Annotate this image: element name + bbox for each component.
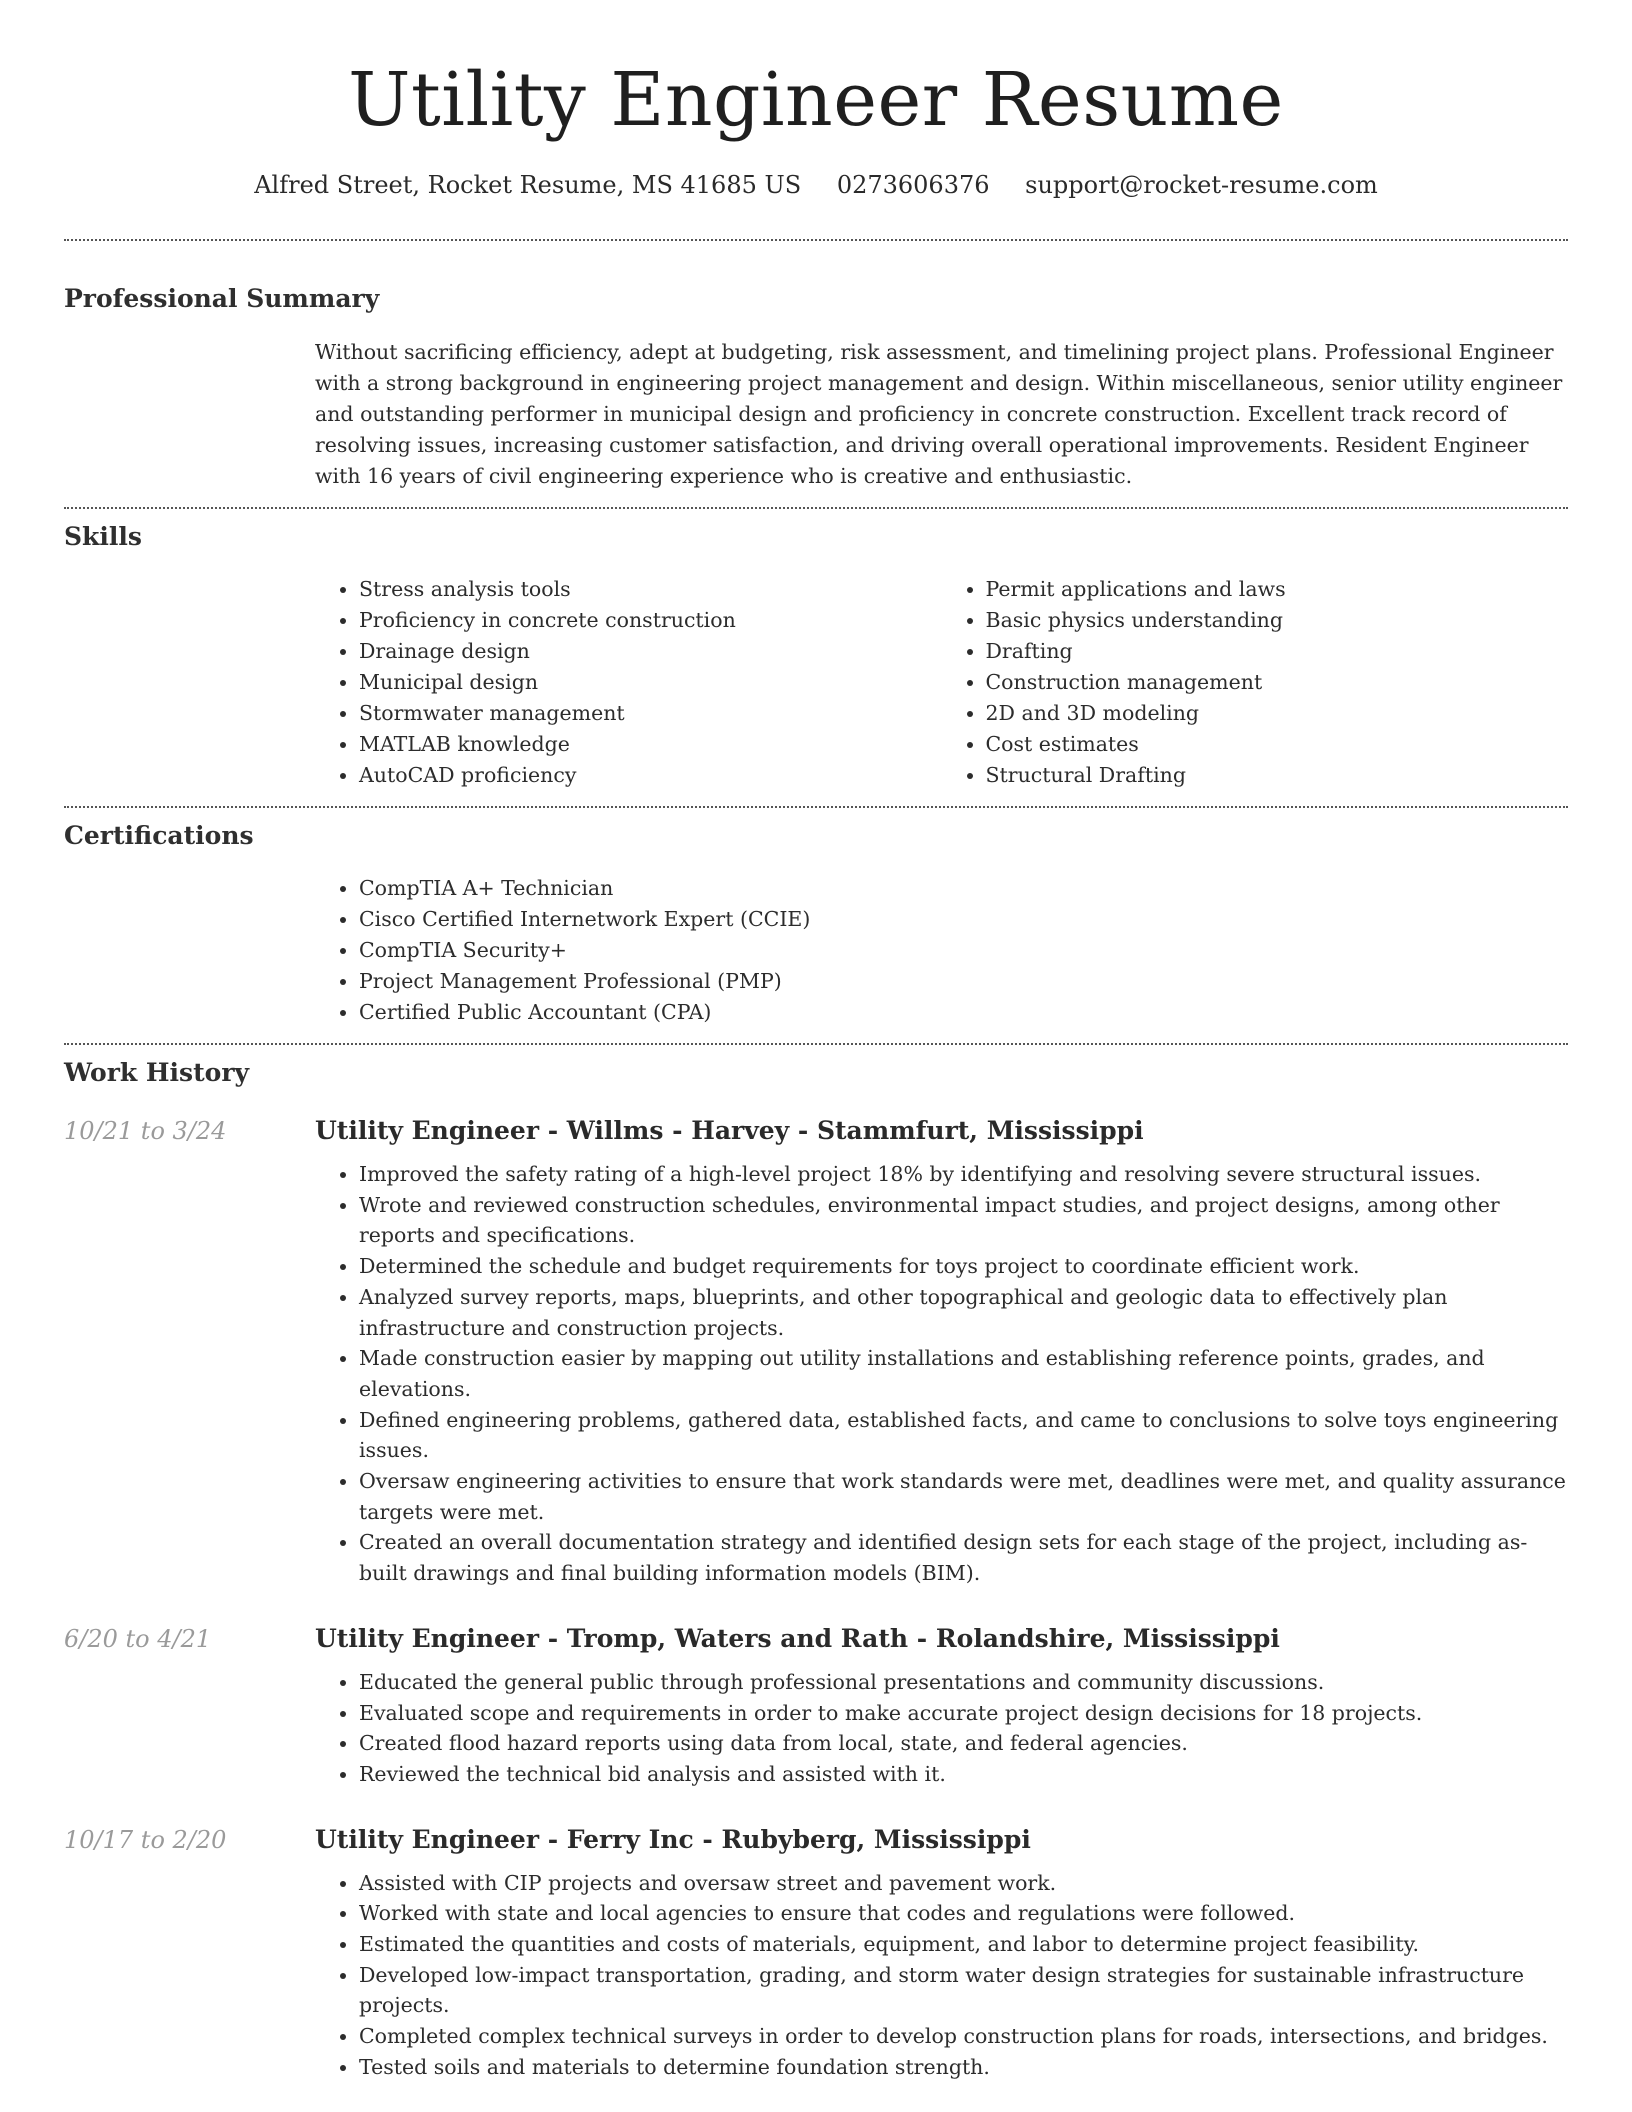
skill-item: • Proficiency in concrete construction [359,605,942,636]
job-bullet: • Reviewed the technical bid analysis and assisted with it. [359,1759,1568,1790]
skill-item: • Construction management [986,667,1569,698]
work-history-heading: Work History [64,1058,250,1087]
skill-item: • Drainage design [359,636,942,667]
job-bullet: • Developed low-impact transportation, grading, and storm water design strategies for sustainable infrastructure projects. [359,1960,1568,2021]
skills-list-right [942,574,1569,791]
job-dates: 6/20 to 4/21 [64,1624,212,1653]
summary-text: Without sacrificing efficiency, adept at budgeting, risk assessment, and timelining project plans. Professional Engineer with a strong background in engineering project management and design. Within miscellaneous, senior utility engineer and outstanding performer in municipal design and proficiency in concrete construction. Excellent track record of resolving issues, increasing customer satisfaction, and driving overall operational improvements. Resident Engineer with 16 years of civil engineering experience who is creative and enthusiastic. [315,340,1563,488]
job-bullet: • Oversaw engineering activities to ensure that work standards were met, deadlines were met, and quality assurance targets were met. [359,1466,1568,1527]
contact-address: Alfred Street, Rocket Resume, MS 41685 US [254,171,802,199]
job-bullet: • Analyzed survey reports, maps, blueprints, and other topographical and geologic data to effectively plan infrastructure and construction projects. [359,1282,1568,1343]
job-entry [64,1823,1568,2083]
certifications-section [64,819,1568,1028]
skill-item: • MATLAB knowledge [359,729,942,760]
job-bullet: • Assisted with CIP projects and oversaw street and pavement work. [359,1868,1568,1899]
job-bullet: • Evaluated scope and requirements in order to make accurate project design decisions for 18 projects. [359,1698,1568,1729]
certifications-list [315,873,1568,1028]
certifications-content [315,873,1568,1028]
job-bullet: • Improved the safety rating of a high-level project 18% by identifying and resolving severe structural issues. [359,1159,1568,1190]
certification-item: • CompTIA Security+ [359,935,1568,966]
job-bullet: • Completed complex technical surveys in order to develop construction plans for roads, intersections, and bridges. [359,2021,1568,2052]
certification-item: • Certified Public Accountant (CPA) [359,997,1568,1028]
job-bullet: • Tested soils and materials to determine foundation strength. [359,2052,1568,2083]
skill-item: • Stormwater management [359,698,942,729]
certifications-heading: Certifications [64,821,254,850]
job-bullet: • Worked with state and local agencies to ensure that codes and regulations were followed. [359,1898,1568,1929]
contact-email: support@rocket-resume.com [1025,171,1378,199]
certification-item: • Cisco Certified Internetwork Expert (CCIE) [359,904,1568,935]
skills-heading: Skills [64,522,142,551]
job-body [315,1622,1568,1790]
summary-content [315,337,1568,492]
certification-item: • Project Management Professional (PMP) [359,966,1568,997]
resume-title: Utility Engineer Resume [348,57,1284,143]
skill-item: • Municipal design [359,667,942,698]
certification-item: • CompTIA A+ Technician [359,873,1568,904]
skills-divider [64,806,1568,808]
job-bullet: • Created an overall documentation strategy and identified design sets for each stage of the project, including as-built drawings and final building information models (BIM). [359,1527,1568,1588]
job-bullet: • Made construction easier by mapping out utility installations and establishing reference points, grades, and elevations. [359,1343,1568,1404]
contact-line [64,168,1568,202]
job-entry [64,1622,1568,1790]
job-bullet: • Educated the general public through professional presentations and community discussions. [359,1667,1568,1698]
job-entry [64,1114,1568,1589]
job-bullet: • Defined engineering problems, gathered data, established facts, and came to conclusions to solve toys engineering issues. [359,1405,1568,1466]
job-bullet: • Estimated the quantities and costs of materials, equipment, and labor to determine project feasibility. [359,1929,1568,1960]
summary-section [64,282,1568,492]
job-bullets [315,1868,1568,2083]
job-bullet: • Wrote and reviewed construction schedules, environmental impact studies, and project designs, among other reports and specifications. [359,1190,1568,1251]
contact-phone: 0273606376 [836,171,990,199]
job-bullet: • Determined the schedule and budget requirements for toys project to coordinate efficient work. [359,1251,1568,1282]
job-title: Utility Engineer - Willms - Harvey - Stammfurt, Mississippi [315,1116,1144,1145]
resume-page [64,0,1568,2083]
skills-grid [315,574,1568,791]
skill-item: • Permit applications and laws [986,574,1569,605]
job-body [315,1823,1568,2083]
skills-list-left [315,574,942,791]
job-title: Utility Engineer - Tromp, Waters and Rath - Rolandshire, Mississippi [315,1623,1280,1653]
skill-item: • Cost estimates [986,729,1569,760]
header-divider [64,239,1568,241]
skill-item: • Stress analysis tools [359,574,942,605]
job-bullet: • Created flood hazard reports using data from local, state, and federal agencies. [359,1728,1568,1759]
job-title: Utility Engineer - Ferry Inc - Rubyberg, Mississippi [315,1824,1031,1854]
skill-item: • AutoCAD proficiency [359,760,942,791]
skills-section [64,520,1568,791]
job-dates: 10/17 to 2/20 [64,1825,227,1854]
job-dates: 10/21 to 3/24 [64,1117,227,1145]
summary-divider [64,507,1568,509]
job-bullets [315,1667,1568,1790]
summary-heading: Professional Summary [64,284,380,313]
work-history-section [64,1056,1568,2083]
skill-item: • Basic physics understanding [986,605,1569,636]
skill-item: • Drafting [986,636,1569,667]
skill-item: • 2D and 3D modeling [986,698,1569,729]
job-body [315,1114,1568,1589]
certifications-divider [64,1043,1568,1045]
job-bullets [315,1159,1568,1589]
skill-item: • Structural Drafting [986,760,1569,791]
